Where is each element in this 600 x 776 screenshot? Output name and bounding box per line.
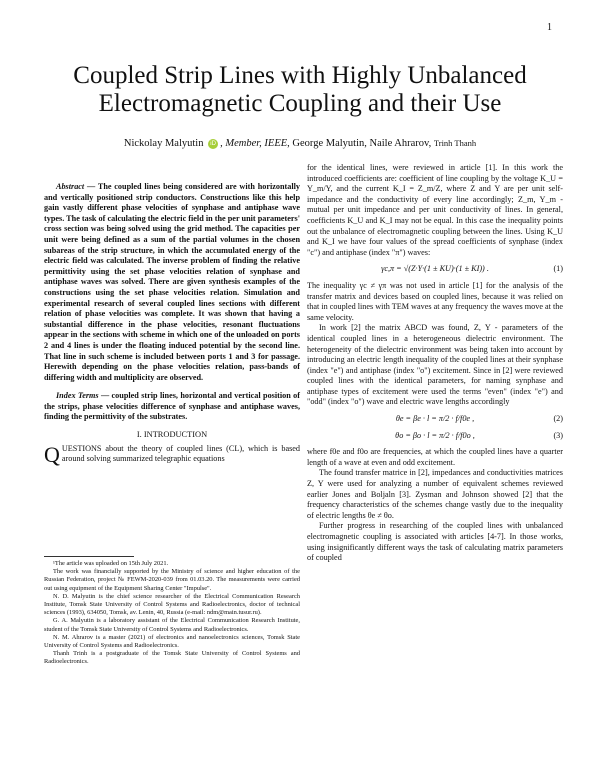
footnote: Thanh Trinh is a postgraduate of the Tomsk State University of Control Systems and Radioelectronics. xyxy=(44,650,300,666)
footnote: N. M. Ahrarov is a master (2021) of electronics and nanoelectronics sciences, Tomsk State University of Control Systems and Radioelectronics. xyxy=(44,633,300,650)
equation-number: (2) xyxy=(553,414,563,424)
equation-body: θo = βo · l = π/2 · f/f0o , xyxy=(395,430,475,440)
index-terms xyxy=(44,391,300,423)
footnotes xyxy=(44,560,300,667)
author-first: Nickolay Malyutin xyxy=(123,138,204,149)
intro-text: UESTIONS about the theory of coupled lines (CL), which is based around solving summarized telegraphic equations xyxy=(61,443,300,464)
abstract xyxy=(44,182,300,383)
equation-3 xyxy=(307,431,563,442)
abstract-text: — The coupled lines being considered are with horizontally and vertically positioned strip conductors. Constructions like this help gain vastly different phase velocities of synphase and antiphase wave types. The task of calculating the electric field in the per unit parameters' cross section was being solved using the grid method. The capacities per unit were being defined as a sum of the partial volumes in the chosen subareas of the strip structure, in which the accumulated energy of the electric field was calculated. The inverse problem of finding the relative permittivity using the set phase velocities relation of synphase and antiphase waves was solved. There are given synthesis examples of the constructions using the set phase velocities relation. Simulation and experimental research of several coupled lines sections with different relation of phase velocities was complete. It was shown that having a substantial difference in the phase velocities, resonant fluctuations appear in the sections with scheme in which one of the unloaded on ports 2 and 4 lines is under the floating induced potential by the second line. That line in such scheme is included between ports 1 and 3 for passage. Herewith depending on the phase velocities relation, pass-bands of differing width and multiplicity are observed. xyxy=(44,182,300,382)
index-terms-text: — coupled strip lines, horizontal and vertical position of the strips, phase velocities difference of synphase and antiphase waves, finding the permittivity of the substrates. xyxy=(44,391,300,422)
equation-1 xyxy=(307,264,563,275)
left-column xyxy=(44,182,300,465)
body-paragraph: The inequality γc ≠ γπ was not used in article [1] for the analysis of the transfer matrix and devices based on coupled lines, because it was relied on that in coupled lines with TEM waves at any frequency the waves move at the same velocity. xyxy=(307,280,563,322)
footnote-rule xyxy=(44,556,134,557)
body-paragraph: The found transfer matrice in [2], impedances and conductivities matrices Z, Y were used for analyzing a number of equivalent schemes reviewed earlier Jones and Boljaln [3]. Zysman and Johnson showed [2] that the frequency characteristics of the schemes change vastly due to the inequality of electric lengths θe ≠ θo. xyxy=(307,468,563,520)
right-column xyxy=(307,163,563,564)
abstract-label: Abstract xyxy=(56,182,85,191)
body-paragraph: for the identical lines, were reviewed in article [1]. In this work the introduced coefficients are: coefficient of line coupling by the voltage K_U = Y_m/Y, and the current K_I = Z_m/Z, where Z and Y are per unit self-impedance and the conductivity of every line accordingly; Z_m, Y_m - mutual per unit impedance and per unit conductivity of lines. In general, coefficients K_U and K_I may not be equal. In this case the inequality points out the unbalance of electromagnetic coupling between the lines. Using K_U and K_I we have four values of the spread coefficients of synphase (index "c") and antiphase (index "π") waves: xyxy=(307,163,563,257)
equation-body: γc,π = √(Z·Y·(1 ± KU)·(1 ± KI)) . xyxy=(381,264,489,274)
equation-number: (3) xyxy=(553,430,563,440)
paper-title: Coupled Strip Lines with Highly Unbalanced Electromagnetic Coupling and their Use xyxy=(73,62,527,117)
author-last: Trinh Thanh xyxy=(433,138,477,148)
footnote: ¹The article was uploaded on 15th July 2021. xyxy=(53,560,169,567)
footnote: G. A. Malyutin is a laboratory assistant of the Electrical Communication Research Institute, student of the Tomsk State University of Control Systems and Radioelectronics. xyxy=(44,617,300,633)
author-membership: , Member, IEEE xyxy=(220,138,288,149)
orcid-icon[interactable]: iD xyxy=(208,139,218,149)
equation-2 xyxy=(307,414,563,425)
page-number: 1 xyxy=(547,22,552,33)
equation-number: (1) xyxy=(553,264,563,274)
drop-cap: Q xyxy=(44,441,60,467)
index-terms-label: Index Terms xyxy=(56,391,99,401)
intro-paragraph xyxy=(44,441,300,467)
author-others: , George Malyutin, Naile Ahrarov, xyxy=(287,138,432,149)
author-line xyxy=(30,138,570,149)
body-paragraph: In work [2] the matrix ABCD was found, Z, Y - parameters of the identical coupled lines in a heterogeneous dielectric environment. The heterogeneity of the dielectric environment was being taken into account by introducing an electric length inequality of the coupled lines at their synphase (index "e") and antiphase (index "o") excitement. Since in [2] were reviewed coupled lines with the identical parameters, for naming synphase and antiphase types of excitement were used the terms "even" (index "e") and "odd" (index "o") wave and electric wave lengths accordingly xyxy=(307,323,563,407)
footnote: The work was financially supported by the Ministry of science and higher education of the Russian Federation, project № FEWM-2020-039 from 01.03.20. The measurements were carried out using equipment of the Equipment Sharing Center "Impulse". xyxy=(44,568,300,592)
body-paragraph: where f0e and f0o are frequencies, at which the coupled lines have a quarter length of a wave at even and odd excitement. xyxy=(307,447,563,467)
body-paragraph: Further progress in researching of the coupled lines with unbalanced electromagnetic coupling is associated with articles [4-7]. In those works, using insignificantly different ways the task of calculating matrix parameters of coupled xyxy=(307,521,563,563)
footnote: N. D. Malyutin is the chief science researcher of the Electrical Communication Research Institute, Tomsk State University of Control Systems and Radioelectronics, doctor of technical sciences (1993), 634050, Tomsk, av. Lenin, 40, Russia (e-mail: ndm@main.tusur.ru). xyxy=(44,592,300,617)
equation-body: θe = βe · l = π/2 · f/f0e , xyxy=(395,414,475,424)
section-heading: I. INTRODUCTION xyxy=(136,430,208,440)
